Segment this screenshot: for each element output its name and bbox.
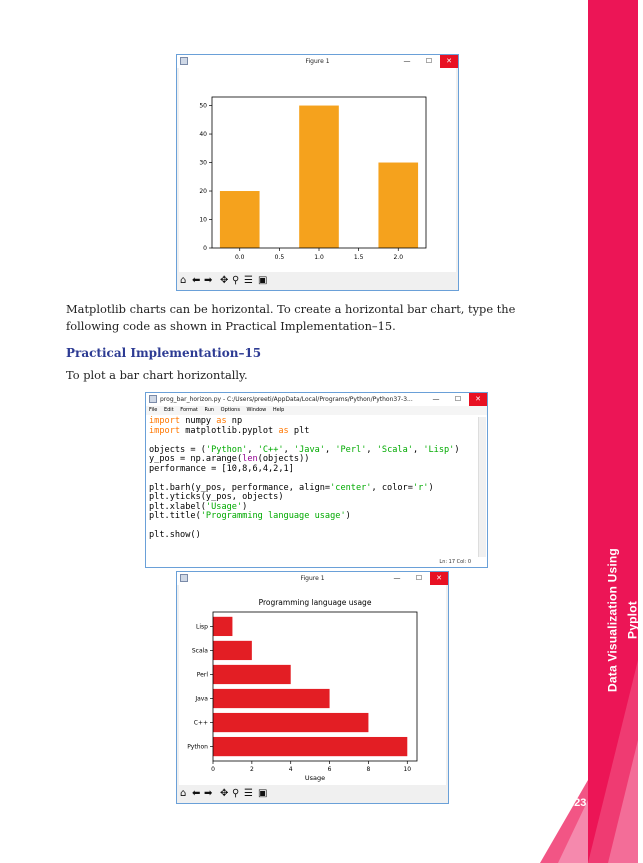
save-icon[interactable]: ▣ xyxy=(258,788,268,799)
x-tick-label: 0.0 xyxy=(234,254,245,261)
editor-minimize-button[interactable]: — xyxy=(432,395,440,403)
vertical-bar-chart xyxy=(179,68,456,272)
code-line: plt.xlabel('Usage') xyxy=(149,501,248,512)
forward-arrow-icon[interactable]: ➡ xyxy=(204,788,213,799)
menu-window[interactable]: Window xyxy=(246,407,267,413)
subplots-icon[interactable]: ☰ xyxy=(244,788,253,799)
menu-format[interactable]: Format xyxy=(180,407,198,413)
python-icon xyxy=(149,395,157,403)
horizontal-bar-chart xyxy=(179,585,446,785)
y-tick-label: 40 xyxy=(199,131,207,139)
editor-titlebar xyxy=(146,393,487,406)
code-line: plt.barh(y_pos, performance, align='center', color='r') xyxy=(149,482,434,493)
code-area[interactable] xyxy=(149,417,460,541)
figure1-window xyxy=(176,54,459,291)
y-tick-label: C++ xyxy=(193,719,208,727)
menu-file[interactable]: File xyxy=(149,407,158,413)
y-tick-label: Perl xyxy=(196,671,208,679)
zoom-icon[interactable]: ⚲ xyxy=(232,788,240,799)
figure1-titlebar xyxy=(177,55,458,68)
code-line: import matplotlib.pyplot as plt xyxy=(149,425,310,436)
bar xyxy=(378,163,418,248)
fig2-minimize-button[interactable]: — xyxy=(393,574,401,582)
x-tick-label: 8 xyxy=(366,766,371,773)
home-icon[interactable]: ⌂ xyxy=(180,275,187,286)
home-icon[interactable]: ⌂ xyxy=(180,788,187,799)
maximize-button[interactable]: ☐ xyxy=(425,57,433,65)
editor-close-button[interactable]: ✕ xyxy=(469,393,487,406)
y-tick-label: Scala xyxy=(191,647,208,655)
task-paragraph: To plot a bar chart horizontally. xyxy=(66,368,248,382)
x-tick-label: 10 xyxy=(403,766,412,773)
fig2-maximize-button[interactable]: ☐ xyxy=(415,574,423,582)
pan-icon[interactable]: ✥ xyxy=(220,275,229,286)
menu-run[interactable]: Run xyxy=(204,407,215,413)
figure2-title: Figure 1 xyxy=(300,575,325,582)
figure2-window xyxy=(176,571,449,804)
bar xyxy=(213,737,407,756)
intro-paragraph: Matplotlib charts can be horizontal. To create a horizontal bar chart, type the following code as shown in Practical Implementation–15. xyxy=(66,302,516,333)
subplots-icon[interactable]: ☰ xyxy=(244,275,253,286)
y-tick-label: 10 xyxy=(199,216,207,224)
y-tick-label: 0 xyxy=(203,245,207,252)
x-tick-label: 4 xyxy=(288,766,293,773)
menu-help[interactable]: Help xyxy=(272,407,285,413)
band-decoration xyxy=(588,0,638,863)
bar xyxy=(213,641,252,660)
x-tick-label: 6 xyxy=(327,766,332,773)
fig2-close-button[interactable]: ✕ xyxy=(430,572,448,585)
code-line: performance = [10,8,6,4,2,1] xyxy=(149,463,294,474)
figure2-toolbar xyxy=(177,786,448,802)
bar xyxy=(299,106,339,248)
editor-title: prog_bar_horizon.py - C:/Users/preeti/AppData/Local/Programs/Python/Python37-3... xyxy=(160,396,413,403)
code-line: plt.show() xyxy=(149,530,201,540)
back-arrow-icon[interactable]: ⬅ xyxy=(192,788,201,799)
code-line: plt.title('Programming language usage') xyxy=(149,511,351,521)
forward-arrow-icon[interactable]: ➡ xyxy=(204,275,213,286)
editor-maximize-button[interactable]: ☐ xyxy=(454,395,462,403)
x-tick-label: 2 xyxy=(249,766,254,773)
editor-window xyxy=(145,392,488,568)
page-number: 2.23 xyxy=(565,797,587,809)
side-band xyxy=(588,0,638,863)
x-tick-label: 0 xyxy=(211,766,215,773)
figure2-canvas xyxy=(179,585,446,785)
back-arrow-icon[interactable]: ⬅ xyxy=(192,275,201,286)
figure1-canvas xyxy=(179,68,456,272)
y-tick-label: 30 xyxy=(199,159,207,167)
code-line: y_pos = np.arange(len(objects)) xyxy=(149,454,310,464)
bar xyxy=(213,689,330,708)
y-tick-label: Lisp xyxy=(196,623,208,631)
bar xyxy=(213,665,291,684)
editor-scrollbar[interactable] xyxy=(478,417,486,557)
pan-icon[interactable]: ✥ xyxy=(220,788,229,799)
bar xyxy=(220,191,260,248)
chart-title: Programming language usage xyxy=(258,598,372,607)
save-icon[interactable]: ▣ xyxy=(258,275,268,286)
bar xyxy=(213,617,232,636)
editor-menubar xyxy=(146,406,487,415)
figure2-titlebar xyxy=(177,572,448,585)
menu-options[interactable]: Options xyxy=(220,407,240,413)
y-tick-label: 50 xyxy=(199,102,207,110)
menu-edit[interactable]: Edit xyxy=(163,407,174,413)
code-line: plt.yticks(y_pos, objects) xyxy=(149,492,284,502)
y-tick-label: Python xyxy=(187,743,208,751)
x-tick-label: 2.0 xyxy=(393,254,404,261)
y-tick-label: 20 xyxy=(199,188,207,196)
minimize-button[interactable]: — xyxy=(403,57,411,65)
section-heading: Practical Implementation–15 xyxy=(66,346,262,360)
zoom-icon[interactable]: ⚲ xyxy=(232,275,240,286)
x-tick-label: 0.5 xyxy=(274,254,285,261)
chapter-title: Data Visualization Using Pyplot xyxy=(605,548,640,692)
x-tick-label: 1.0 xyxy=(314,254,324,261)
code-line: import numpy as np xyxy=(149,416,243,426)
status-bar: Ln: 17 Col: 0 xyxy=(439,559,471,565)
figure1-toolbar xyxy=(177,273,458,289)
page-corner-decoration xyxy=(540,780,588,863)
y-tick-label: Java xyxy=(195,695,208,703)
x-tick-label: 1.5 xyxy=(353,254,364,261)
code-line: objects = ('Python', 'C++', 'Java', 'Perl', 'Scala', 'Lisp') xyxy=(149,444,460,455)
bar xyxy=(213,713,368,732)
x-axis-label: Usage xyxy=(304,774,326,782)
figure1-title: Figure 1 xyxy=(305,58,330,65)
close-button[interactable]: ✕ xyxy=(440,55,458,68)
